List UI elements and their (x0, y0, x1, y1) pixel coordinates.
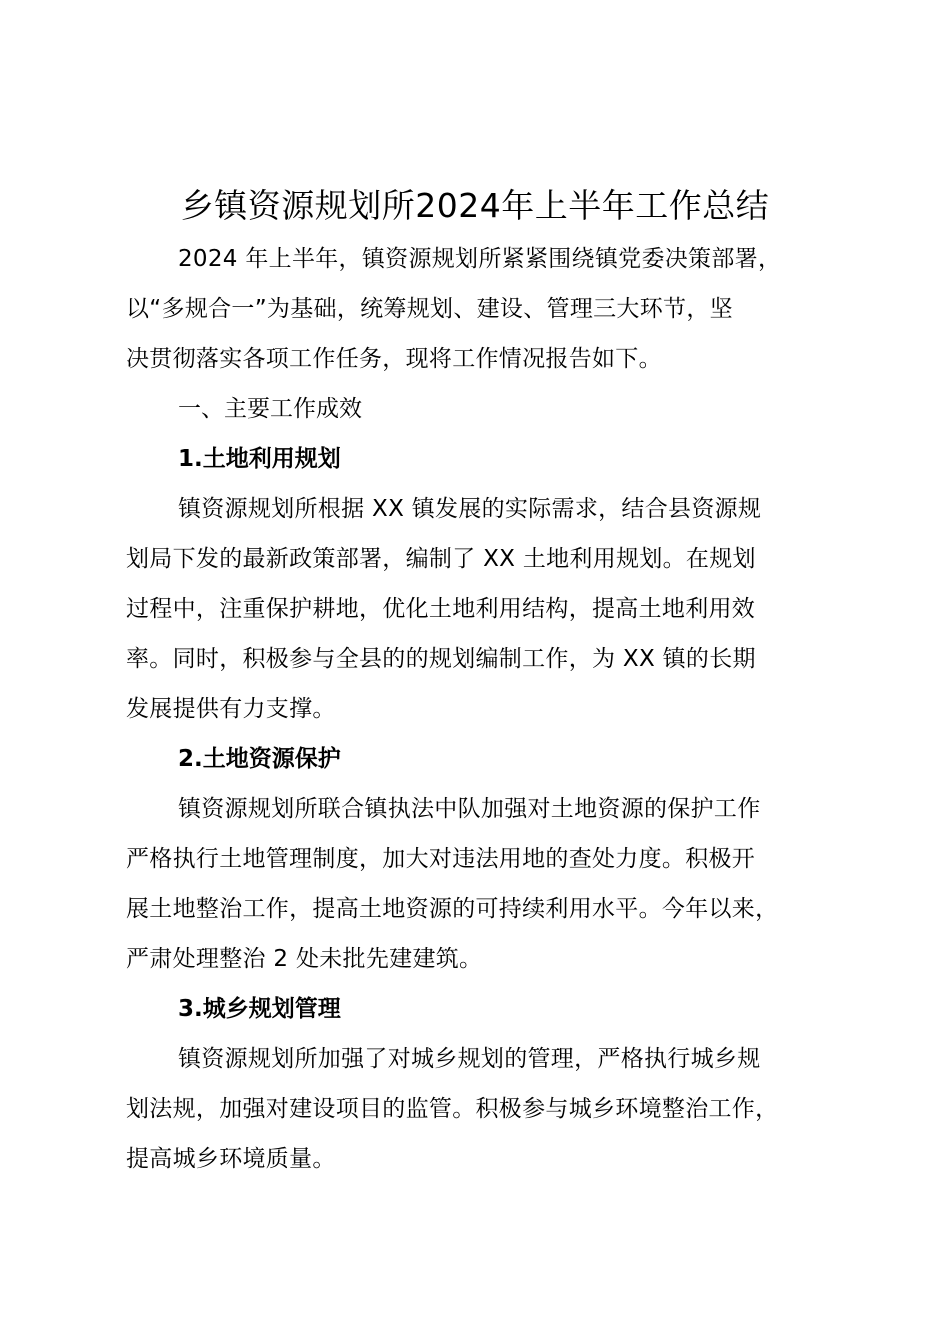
paragraph-line: 率。同时，积极参与全县的的规划编制工作，为 XX 镇的长期 (126, 646, 756, 672)
section-heading: 一、主要工作成效 (178, 396, 362, 422)
document-title: 乡镇资源规划所2024年上半年工作总结 (180, 186, 770, 225)
urban-rural-paragraph (126, 1034, 862, 1184)
paragraph-line: 严肃处理整治 2 处未批先建建筑。 (126, 946, 483, 972)
land-use-paragraph (126, 484, 862, 734)
paragraph-line: 以“多规合一”为基础，统筹规划、建设、管理三大环节，坚 (126, 296, 733, 322)
paragraph-line: 展土地整治工作，提高土地资源的可持续利用水平。今年以来， (126, 896, 779, 922)
item-heading-land-protection: 2.土地资源保护 (178, 746, 341, 772)
paragraph-line: 决贯彻落实各项工作任务，现将工作情况报告如下。 (126, 346, 662, 372)
paragraph-line: 划局下发的最新政策部署，编制了 XX 土地利用规划。在规划 (126, 546, 756, 572)
document-body (126, 234, 862, 1184)
intro-paragraph (126, 234, 862, 384)
paragraph-line: 发展提供有力支撑。 (126, 696, 336, 722)
item-heading-urban-rural: 3.城乡规划管理 (178, 996, 341, 1022)
paragraph-line: 提高城乡环境质量。 (126, 1146, 336, 1172)
land-protection-paragraph (126, 784, 862, 984)
paragraph-line: 镇资源规划所根据 XX 镇发展的实际需求，结合县资源规 (178, 496, 762, 522)
paragraph-line: 镇资源规划所加强了对城乡规划的管理，严格执行城乡规 (178, 1046, 761, 1072)
item-heading-land-use: 1.土地利用规划 (178, 446, 341, 472)
paragraph-line: 过程中，注重保护耕地，优化土地利用结构，提高土地利用效 (126, 596, 756, 622)
paragraph-line: 严格执行土地管理制度，加大对违法用地的查处力度。积极开 (126, 846, 756, 872)
paragraph-line: 2024 年上半年，镇资源规划所紧紧围绕镇党委决策部署， (178, 246, 782, 272)
paragraph-line: 镇资源规划所联合镇执法中队加强对土地资源的保护工作 (178, 796, 761, 822)
paragraph-line: 划法规，加强对建设项目的监管。积极参与城乡环境整治工作， (126, 1096, 779, 1122)
